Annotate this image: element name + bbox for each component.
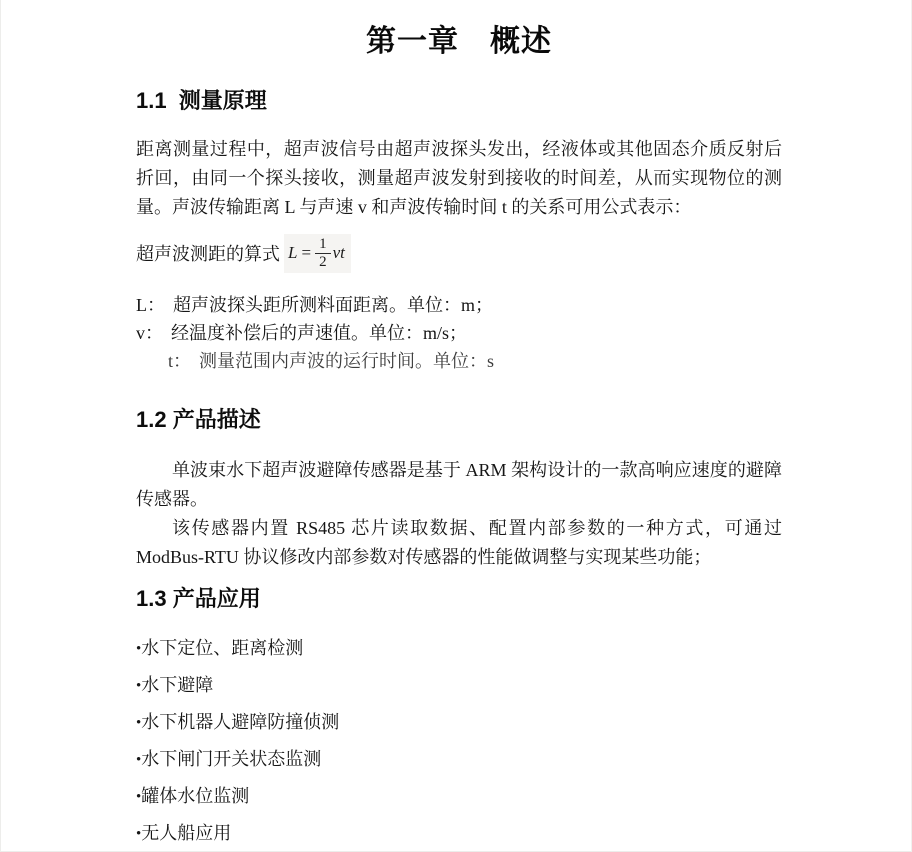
bullet-icon: • xyxy=(136,826,142,842)
section-heading-1-3: 1.3 产品应用 xyxy=(136,586,261,611)
list-item xyxy=(136,749,782,770)
definition-t xyxy=(136,347,782,375)
distance-formula xyxy=(284,234,351,273)
variable-definitions xyxy=(136,291,782,375)
list-item-label: 罐体水位监测 xyxy=(141,786,250,806)
definition-L-text: 超声波探头距所测料面距离。单位：m； xyxy=(173,295,493,315)
list-item xyxy=(136,712,782,733)
bullet-icon: • xyxy=(136,715,142,731)
application-list xyxy=(136,638,782,844)
bullet-icon: • xyxy=(136,678,142,694)
formula-equals-sign: = xyxy=(301,243,312,262)
bullet-icon: • xyxy=(136,752,142,768)
formula-line xyxy=(136,228,782,278)
definition-v-term: v： xyxy=(136,323,163,343)
formula-lhs: L xyxy=(288,243,298,262)
fraction-denominator: 2 xyxy=(319,253,327,270)
definition-v xyxy=(136,319,782,347)
list-item-label: 无人船应用 xyxy=(141,823,232,843)
list-item-label: 水下避障 xyxy=(141,675,214,695)
list-item-label: 水下机器人避障防撞侦测 xyxy=(141,712,340,732)
section-heading-1-2: 1.2 产品描述 xyxy=(136,407,261,432)
section-heading-1-1: 1.1 测量原理 xyxy=(136,88,267,113)
page-content xyxy=(136,0,782,852)
formula-fraction xyxy=(315,236,331,271)
product-description-paragraph-2: 该传感器内置 RS485 芯片读取数据、配置内部参数的一种方式，可通过 ModBus-RTU 协议修改内部参数对传感器的性能做调整与实现某些功能； xyxy=(136,518,782,567)
definition-t-term: t： xyxy=(168,351,192,371)
chapter-title: 第一章 概述 xyxy=(366,25,552,58)
measurement-principle-paragraph: 距离测量过程中，超声波信号由超声波探头发出，经液体或其他固态介质反射后折回，由同一个探头接收，测量超声波发射到接收的时间差，从而实现物位的测量。声波传输距离 L 与声速 v 和声波传输时间 t 的关系可用公式表示： xyxy=(136,139,782,217)
list-item xyxy=(136,823,782,844)
definition-v-text: 经温度补偿后的声速值。单位：m/s； xyxy=(171,323,468,343)
list-item xyxy=(136,638,782,659)
list-item-label: 水下定位、距离检测 xyxy=(141,638,304,658)
bullet-icon: • xyxy=(136,789,142,805)
list-item-label: 水下闸门开关状态监测 xyxy=(141,749,322,769)
definition-t-text: 测量范围内声波的运行时间。单位：s xyxy=(199,351,495,371)
list-item xyxy=(136,786,782,807)
formula-label: 超声波测距的算式 xyxy=(136,244,280,264)
list-item xyxy=(136,675,782,696)
product-description-paragraph-1: 单波束水下超声波避障传感器是基于 ARM 架构设计的一款高响应速度的避障传感器。 xyxy=(136,460,782,509)
formula-rhs: vt xyxy=(332,243,345,262)
definition-L-term: L： xyxy=(136,295,165,315)
definition-L xyxy=(136,291,782,319)
fraction-numerator: 1 xyxy=(315,236,331,254)
bullet-icon: • xyxy=(136,641,142,657)
